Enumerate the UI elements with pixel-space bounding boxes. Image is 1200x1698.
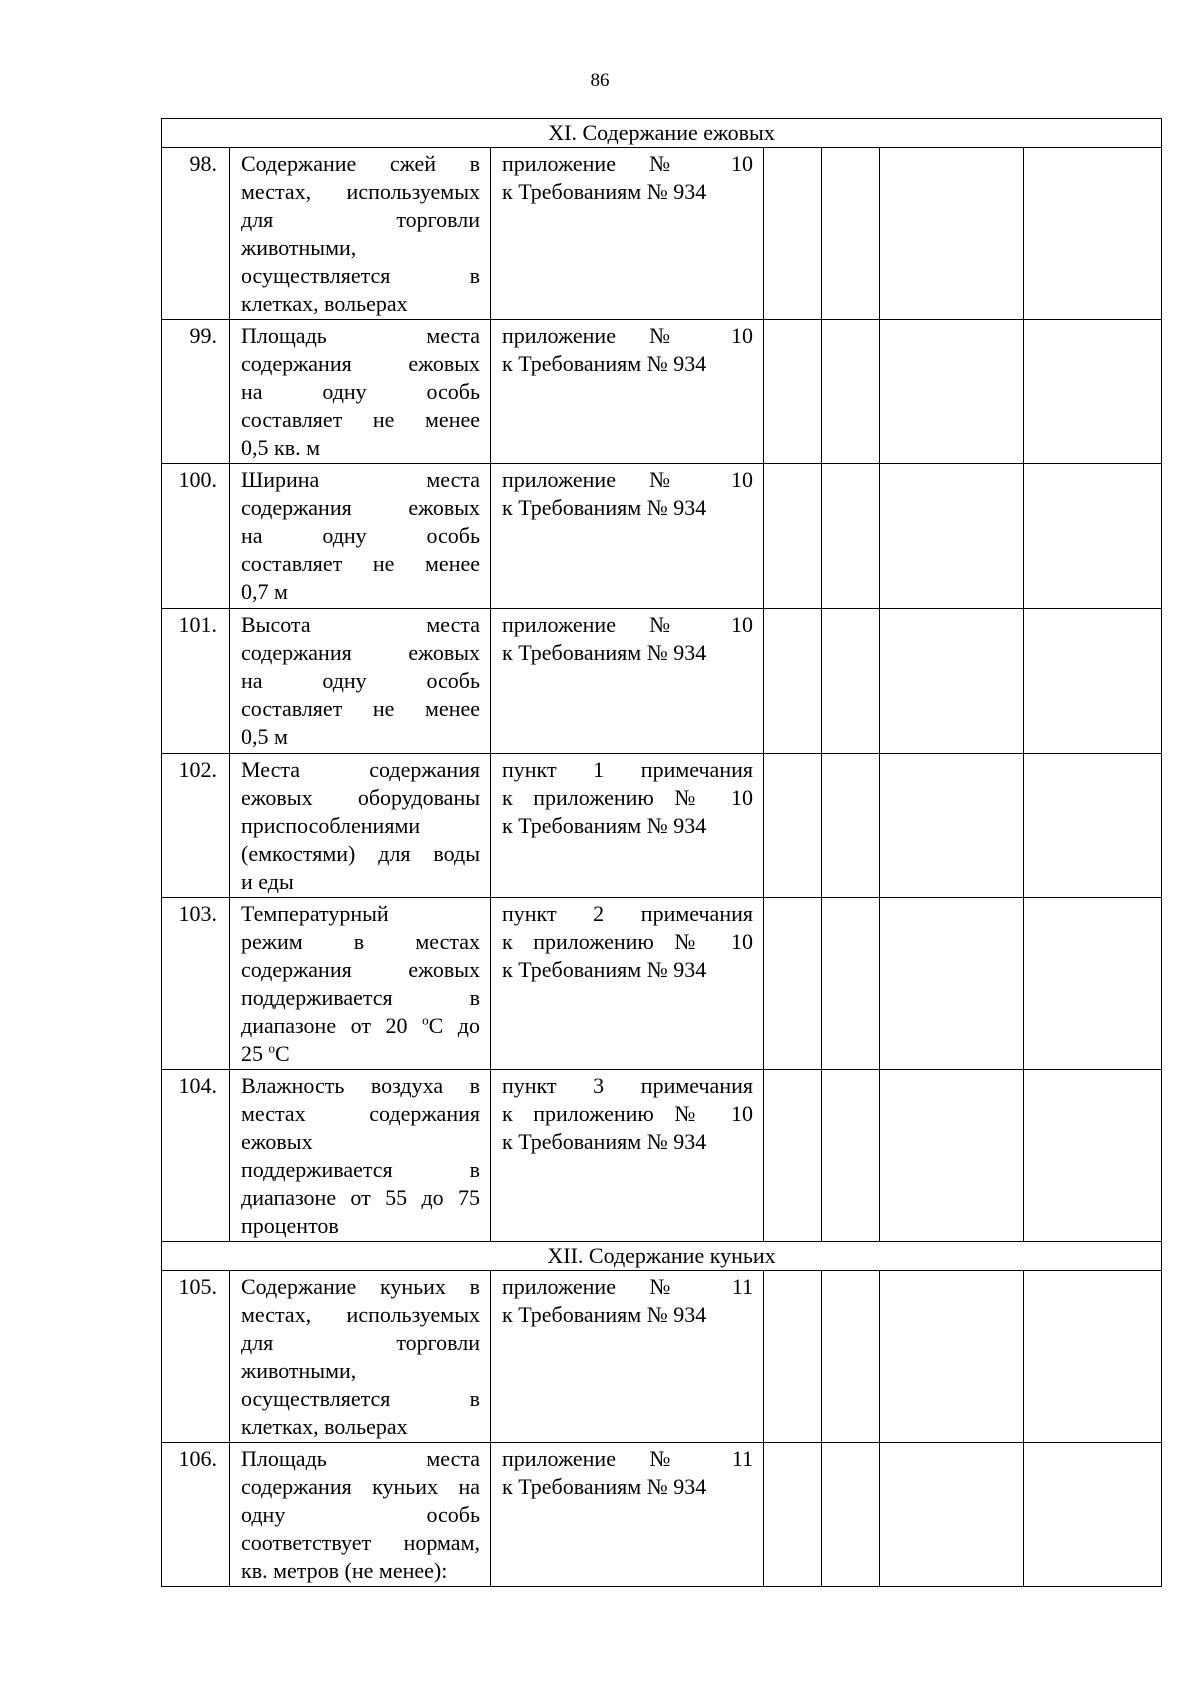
table-row [162, 148, 1162, 320]
requirement-line: содержания куньих на [241, 1474, 480, 1499]
reference-line: приложение № 10 [502, 467, 753, 492]
requirement-line: Температурный [241, 901, 389, 926]
row-number: 99. [162, 320, 230, 464]
reference-line: приложение № 10 [502, 151, 753, 176]
requirement-line: диапазоне от 55 до 75 [241, 1185, 480, 1210]
answer-yes-cell [764, 609, 822, 754]
section-header-row [162, 1242, 1162, 1271]
answer-yes-cell [764, 754, 822, 898]
reference-line: приложение № 10 [502, 612, 753, 637]
notes-cell [1024, 320, 1162, 464]
legal-reference [491, 609, 764, 754]
reference-line: к Требованиям № 934 [502, 495, 707, 520]
requirement-line: составляет не менее [241, 407, 480, 432]
answer-yes-cell [764, 320, 822, 464]
section-title: XI. Содержание ежовых [162, 119, 1162, 148]
notes-cell [1024, 609, 1162, 754]
requirement-line: содержания ежовых [241, 957, 480, 982]
legal-reference [491, 148, 764, 320]
table-row [162, 898, 1162, 1070]
table-row [162, 1443, 1162, 1587]
answer-yes-cell [764, 1070, 822, 1242]
legal-reference [491, 320, 764, 464]
not-applicable-cell [880, 754, 1024, 898]
legal-reference [491, 1070, 764, 1242]
requirement-line: 25 $^о$С [241, 1040, 290, 1066]
requirement-line: содержания ежовых [241, 640, 480, 665]
requirement-line: животными, [241, 235, 357, 260]
requirement-line: клетках, вольерах [241, 1414, 408, 1439]
answer-yes-cell [764, 898, 822, 1070]
notes-cell [1024, 148, 1162, 320]
requirement-text [230, 898, 491, 1070]
requirement-line: соответствует нормам, [241, 1530, 480, 1555]
section-header-row [162, 119, 1162, 148]
requirement-text [230, 1070, 491, 1242]
not-applicable-cell [880, 1070, 1024, 1242]
answer-yes-cell [764, 1443, 822, 1587]
reference-line: к приложению № 10 [502, 929, 753, 954]
requirement-text [230, 1271, 491, 1443]
requirement-line: и еды [241, 869, 294, 894]
requirement-line: поддерживается в [241, 985, 480, 1010]
reference-line: к приложению № 10 [502, 785, 753, 810]
answer-no-cell [822, 609, 880, 754]
legal-reference [491, 1443, 764, 1587]
reference-line: к Требованиям № 934 [502, 640, 707, 665]
answer-no-cell [822, 1271, 880, 1443]
requirement-line: на одну особь [241, 668, 480, 693]
reference-line: к Требованиям № 934 [502, 1129, 707, 1154]
answer-no-cell [822, 1070, 880, 1242]
not-applicable-cell [880, 609, 1024, 754]
notes-cell [1024, 898, 1162, 1070]
table-row [162, 320, 1162, 464]
requirement-line: местах, используемых [241, 1302, 480, 1327]
table-row [162, 1070, 1162, 1242]
requirement-text [230, 464, 491, 609]
requirement-line: диапазоне от 20 $^о$С до [241, 1012, 480, 1038]
row-number: 106. [162, 1443, 230, 1587]
notes-cell [1024, 1271, 1162, 1443]
requirement-line: содержания ежовых [241, 495, 480, 520]
requirement-line: Содержание сжей в [241, 151, 480, 176]
requirements-table [161, 118, 1162, 1587]
requirement-text [230, 609, 491, 754]
row-number: 104. [162, 1070, 230, 1242]
reference-line: к Требованиям № 934 [502, 351, 707, 376]
not-applicable-cell [880, 320, 1024, 464]
answer-yes-cell [764, 148, 822, 320]
table-row [162, 754, 1162, 898]
requirement-text [230, 320, 491, 464]
requirement-line: местах, используемых [241, 179, 480, 204]
requirement-line: осуществляется в [241, 1386, 480, 1411]
section-title: XII. Содержание куньих [162, 1242, 1162, 1271]
reference-line: к Требованиям № 934 [502, 1474, 707, 1499]
not-applicable-cell [880, 1443, 1024, 1587]
not-applicable-cell [880, 148, 1024, 320]
table-row [162, 1271, 1162, 1443]
not-applicable-cell [880, 464, 1024, 609]
requirement-line: приспособлениями [241, 813, 421, 838]
answer-no-cell [822, 320, 880, 464]
notes-cell [1024, 1070, 1162, 1242]
requirement-line: Места содержания [241, 757, 480, 782]
requirement-line: режим в местах [241, 929, 480, 954]
row-number: 103. [162, 898, 230, 1070]
requirement-line: 0,5 м [241, 724, 288, 749]
requirement-line: осуществляется в [241, 263, 480, 288]
requirement-line: животными, [241, 1358, 357, 1383]
notes-cell [1024, 464, 1162, 609]
legal-reference [491, 898, 764, 1070]
answer-no-cell [822, 148, 880, 320]
not-applicable-cell [880, 1271, 1024, 1443]
requirement-line: одну особь [241, 1502, 480, 1527]
requirement-line: для торговли [241, 1330, 480, 1355]
requirement-line: составляет не менее [241, 696, 480, 721]
requirement-line: для торговли [241, 207, 480, 232]
requirement-line: Ширина места [241, 467, 480, 492]
requirement-line: ежовых [241, 1129, 313, 1154]
requirement-line: содержания ежовых [241, 351, 480, 376]
requirement-line: 0,5 кв. м [241, 435, 320, 460]
row-number: 100. [162, 464, 230, 609]
requirement-line: Высота места [241, 612, 480, 637]
requirement-line: ежовых оборудованы [241, 785, 480, 810]
requirement-text [230, 1443, 491, 1587]
reference-line: пункт 1 примечания [502, 757, 753, 782]
reference-line: к приложению № 10 [502, 1101, 753, 1126]
degree-sign: о [268, 1040, 275, 1056]
requirement-line: поддерживается в [241, 1157, 480, 1182]
table-row [162, 464, 1162, 609]
requirement-line: (емкостями) для воды [241, 841, 480, 866]
table-row [162, 609, 1162, 754]
reference-line: пункт 2 примечания [502, 901, 753, 926]
row-number: 102. [162, 754, 230, 898]
requirement-line: Влажность воздуха в [241, 1073, 480, 1098]
requirement-line: на одну особь [241, 523, 480, 548]
not-applicable-cell [880, 898, 1024, 1070]
reference-line: к Требованиям № 934 [502, 179, 707, 204]
reference-line: пункт 3 примечания [502, 1073, 753, 1098]
answer-no-cell [822, 754, 880, 898]
row-number: 98. [162, 148, 230, 320]
degree-sign: о [422, 1012, 429, 1028]
reference-line: приложение № 10 [502, 323, 753, 348]
requirement-text [230, 148, 491, 320]
requirement-line: Содержание куньих в [241, 1274, 480, 1299]
legal-reference [491, 754, 764, 898]
notes-cell [1024, 1443, 1162, 1587]
requirement-line: на одну особь [241, 379, 480, 404]
reference-line: к Требованиям № 934 [502, 813, 707, 838]
requirement-text [230, 754, 491, 898]
answer-no-cell [822, 1443, 880, 1587]
notes-cell [1024, 754, 1162, 898]
requirement-line: 0,7 м [241, 579, 288, 604]
page-number: 86 [590, 70, 610, 91]
reference-line: к Требованиям № 934 [502, 957, 707, 982]
row-number: 101. [162, 609, 230, 754]
requirement-line: Площадь места [241, 1446, 480, 1471]
requirement-line: Площадь места [241, 323, 480, 348]
requirement-line: процентов [241, 1213, 339, 1238]
requirement-line: клетках, вольерах [241, 291, 408, 316]
row-number: 105. [162, 1271, 230, 1443]
answer-no-cell [822, 898, 880, 1070]
answer-yes-cell [764, 464, 822, 609]
requirement-line: кв. метров (не менее): [241, 1558, 448, 1583]
requirement-line: составляет не менее [241, 551, 480, 576]
reference-line: к Требованиям № 934 [502, 1302, 707, 1327]
reference-line: приложение № 11 [502, 1446, 753, 1471]
requirement-line: местах содержания [241, 1101, 480, 1126]
answer-no-cell [822, 464, 880, 609]
legal-reference [491, 464, 764, 609]
reference-line: приложение № 11 [502, 1274, 753, 1299]
answer-yes-cell [764, 1271, 822, 1443]
legal-reference [491, 1271, 764, 1443]
